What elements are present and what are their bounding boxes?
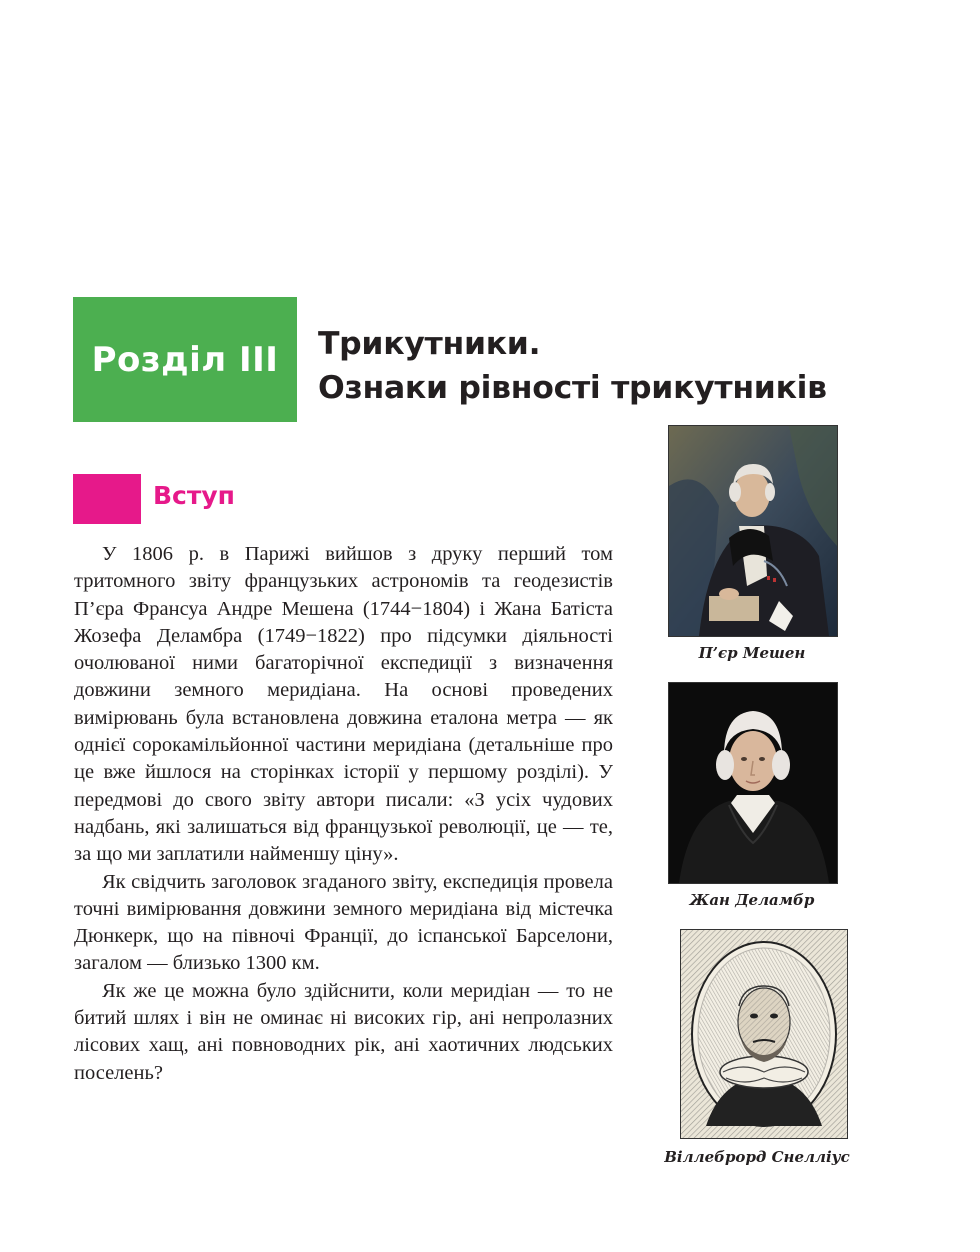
intro-marker	[73, 474, 141, 524]
paragraph: У 1806 р. в Парижі вийшов з друку перший том тритомного звіту французьких астрономів та геодезистів П’єра Франсуа Андре Мешена (1744−1804) і Жана Батіста Жозефа Деламбра (1749−1822) про підсумки діяльності очолюваної ними багаторічної експедиції з визначення довжини земного меридіана. На основі проведених вимірювань була встановлена довжина еталона метра — як однієї сорокамільйонної частини меридіана (детальніше про це вже йшлося на сторінках історії у першому розділі). У передмові до свого звіту автори писали: «З усіх чудових надбань, які залишаться від французької революції, це — те, за що ми заплатили найменшу ціну».	[74, 543, 613, 866]
intro-heading: Вступ	[153, 481, 235, 510]
chapter-title-line-2: Ознаки рівності трикутників	[318, 370, 827, 406]
portrait-snellius-icon	[680, 929, 848, 1139]
chapter-title-line-1: Трикутники.	[318, 326, 541, 362]
section-label: Розділ III	[91, 339, 279, 380]
section-label-box	[73, 297, 297, 422]
portrait-delambre-icon	[668, 682, 838, 884]
chapter-title	[318, 322, 827, 410]
portrait-caption: Віллеброрд Снелліус	[664, 1148, 850, 1166]
portrait-delambre	[668, 682, 838, 884]
paragraph: Як свідчить заголовок згаданого звіту, експедиція провела точні вимірювання довжини земного меридіана від містечка Дюнкерк, що на півночі Франції, до іспанської Барселони, загалом — близько 1300 км.	[74, 870, 613, 975]
portrait-snellius	[680, 929, 848, 1139]
portrait-mechain-icon	[668, 425, 838, 637]
portrait-caption: П’єр Мешен	[698, 644, 806, 662]
intro-body	[74, 541, 613, 1087]
portrait-mechain	[668, 425, 838, 637]
portrait-caption: Жан Деламбр	[689, 891, 815, 909]
paragraph: Як же це можна було здійснити, коли меридіан — то не битий шлях і він не оминає ні високих гір, ані непролазних лісових хащ, ані повноводних рік, ані хаотичних людських поселень?	[74, 979, 613, 1084]
